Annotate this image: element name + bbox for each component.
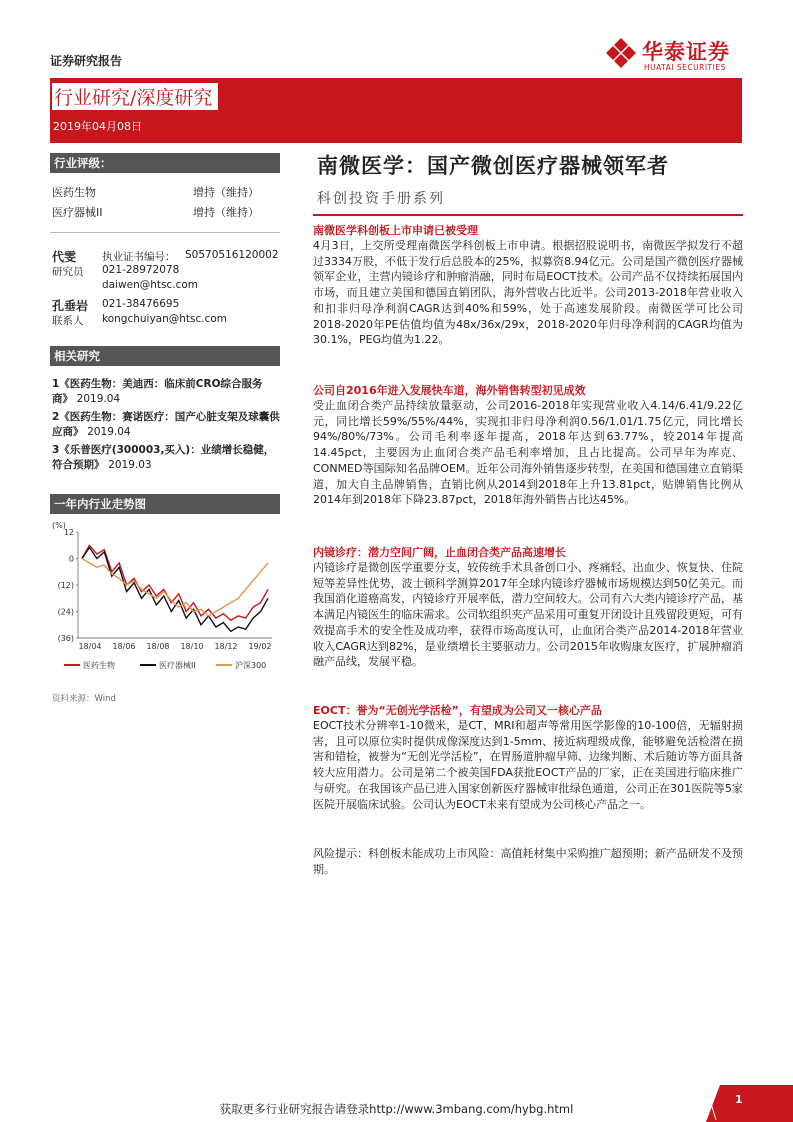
related-item-title: 3《乐普医疗(300003,买入)：业绩增长稳健，符合预期》 (52, 444, 275, 471)
section-heading: 公司自2016年进入发展快车道，海外销售转型初见成效 (313, 384, 586, 397)
analyst-phone: 021-38476695 (102, 298, 180, 310)
section-body: 内镜诊疗是微创医学重要分支，较传统手术具备创口小、疼痛轻、出血少、恢复快、住院短等差异性优势，波士顿科学测算2017年全球内镜诊疗器械市场规模达到50亿美元。而我国消化道癌高发，内镜诊疗开展率低，潜力空间较大。公司有六大类内镜诊疗产品，基本满足内镜医生的临床需求。公司软组织夹产品采用可重复开闭设计且残留段更短，可有效提高手术的安全性及成功率，获得市场高度认可，止血闭合类产品2014-2018年营业收入CAGR达到82%，是业绩增长主要驱动力。公司2015年收购康友医疗，扩展肿瘤消融产品线，发展平稳。 (313, 561, 743, 669)
industry-trend-chart (50, 520, 282, 685)
series-line-0 (82, 545, 268, 620)
legend-label: 医药生物 (83, 661, 115, 670)
x-tick-label: 18/12 (214, 642, 238, 651)
rating-value: 增持（维持） (193, 206, 259, 219)
report-category: 行业研究/深度研究 (52, 83, 218, 110)
report-type: 证券研究报告 (50, 54, 123, 68)
x-tick-label: 18/10 (180, 642, 204, 651)
analyst-name: 代雯 (52, 250, 77, 264)
related-item[interactable] (52, 377, 282, 407)
analyst-role: 研究员 (52, 266, 84, 278)
section-heading: 内镜诊疗：潜力空间广阔，止血闭合类产品高速增长 (313, 546, 566, 559)
title-rule (313, 214, 743, 216)
related-item-date: 2019.03 (108, 459, 152, 471)
section-heading: EOCT：誉为“无创光学活检”，有望成为公司又一核心产品 (313, 704, 602, 717)
related-section-title: 相关研究 (50, 346, 280, 366)
report-date: 2019年04月08日 (53, 120, 142, 133)
y-tick-label: (24) (57, 607, 74, 617)
related-item[interactable] (52, 443, 282, 473)
huatai-logo-icon (604, 36, 638, 70)
rating-row (52, 184, 277, 200)
related-item-date: 2019.04 (87, 426, 131, 438)
y-axis-label: (%) (52, 521, 66, 530)
divider (50, 232, 280, 233)
x-tick-label: 18/08 (146, 642, 170, 651)
x-tick-label: 18/06 (112, 642, 136, 651)
section-body: 受止血闭合类产品持续放量驱动，公司2016-2018年实现营业收入4.14/6.41/9.22亿元，同比增长59%/55%/44%，实现扣非归母净利润0.56/1.01/1.75亿元，同比增长94%/80%/73%。公司毛利率逐年提高，2018年达到63.77%，较2014年提高14.45pct，主要因为止血闭合类产品毛利率增加，且占比提高。公司早年为库克、CONMED等国际知名品牌OEM。近年公司海外销售逐步转型，在美国和德国建立直销渠道，加大自主品牌销售，直销比例从2014到2018年上升13.81pct，贴牌销售比例从2014年到2018年下降23.87pct，2018年海外销售占比达45%。 (313, 399, 743, 507)
chart-source: 资料来源：Wind (52, 694, 116, 704)
related-item-title: 1《医药生物：美迪西：临床前CRO综合服务商》 (52, 378, 263, 405)
chart-section-title: 一年内行业走势图 (50, 494, 280, 514)
analyst-name: 孔垂岩 (52, 299, 89, 313)
analyst-cert-label: 执业证书编号： (102, 251, 176, 263)
section-body: 4月3日，上交所受理南微医学科创板上市申请。根据招股说明书，南微医学拟发行不超过3334万股，不低于发行后总股本的25%，拟募资8.94亿元。公司是国产微创医疗器械领军企业，主营内镜诊疗和肿瘤消融，同时布局EOCT技术。公司产品不仅持续拓展国内市场，而且建立美国和德国直销团队，海外营收占比近半。公司2013-2018年营业收入和扣非归母净利润CAGR达到40%和59%，处于高速发展阶段。南微医学可比公司2018-2020年PE估值均值为48x/36x/29x，2018-2020年归母净利润的CAGR均值为30.1%，PEG均值为1.22。 (313, 239, 743, 347)
legend-label: 沪深300 (235, 661, 267, 670)
rating-value: 增持（维持） (193, 186, 259, 199)
y-tick-label: 12 (63, 528, 74, 537)
legend-label: 医疗器械II (159, 661, 196, 670)
x-tick-label: 19/02 (248, 642, 272, 651)
rating-industry: 医药生物 (52, 186, 96, 199)
analyst-role: 联系人 (52, 315, 84, 327)
related-item-title: 2《医药生物：赛诺医疗：国产心脏支架及球囊供应商》 (52, 411, 280, 438)
y-tick-label: (12) (57, 581, 74, 590)
y-tick-label: (36) (57, 634, 74, 643)
x-tick-label: 18/04 (78, 642, 102, 651)
series-line-1 (82, 548, 268, 632)
rating-industry: 医疗器械II (52, 206, 103, 219)
rating-row (52, 204, 277, 220)
page-number: 1 (735, 1093, 743, 1106)
analyst-phone: 021-28972078 (102, 264, 180, 276)
logo-text-en: HUATAI SECURITIES (644, 63, 726, 72)
section-heading: 南微医学科创板上市申请已被受理 (313, 224, 478, 237)
analyst-cert: S0570516120002 (185, 249, 279, 261)
related-item[interactable] (52, 410, 282, 440)
report-title: 南微医学：国产微创医疗器械领军者 (317, 154, 669, 178)
risk-warning: 风险提示：科创板未能成功上市风险：高值耗材集中采购推广超预期；新产品研发不及预期。 (313, 847, 743, 876)
analyst-email[interactable]: daiwen@htsc.com (102, 279, 198, 291)
report-subtitle: 科创投资手册系列 (317, 191, 445, 207)
footer-link[interactable]: 获取更多行业研究报告请登录http://www.3mbang.com/hybg.html (219, 1102, 574, 1116)
analyst-email[interactable]: kongchuiyan@htsc.com (102, 313, 228, 325)
y-tick-label: 0 (68, 554, 74, 564)
rating-section-title: 行业评级： (50, 153, 280, 173)
section-body: EOCT技术分辨率1-10微米，是CT、MRI和超声等常用医学影像的10-100倍，无辐射损害，且可以原位实时提供成像深度达到1-5mm、接近病理级成像，能够避免活检潜在损害和错检，被誉为“无创光学活检”，在胃肠道肿瘤早筛、边缘判断、术后随访等方面具备较大应用潜力。公司是第二个被美国FDA获批EOCT产品的厂家，正在美国进行临床推广与研究。在我国该产品已进入国家创新医疗器械审批绿色通道，公司正在301医院等5家医院开展临床试验。公司认为EOCT未来有望成为公司核心产品之一。 (313, 719, 743, 811)
logo-text-cn: 华泰证券 (642, 40, 730, 64)
related-item-date: 2019.04 (76, 393, 121, 405)
